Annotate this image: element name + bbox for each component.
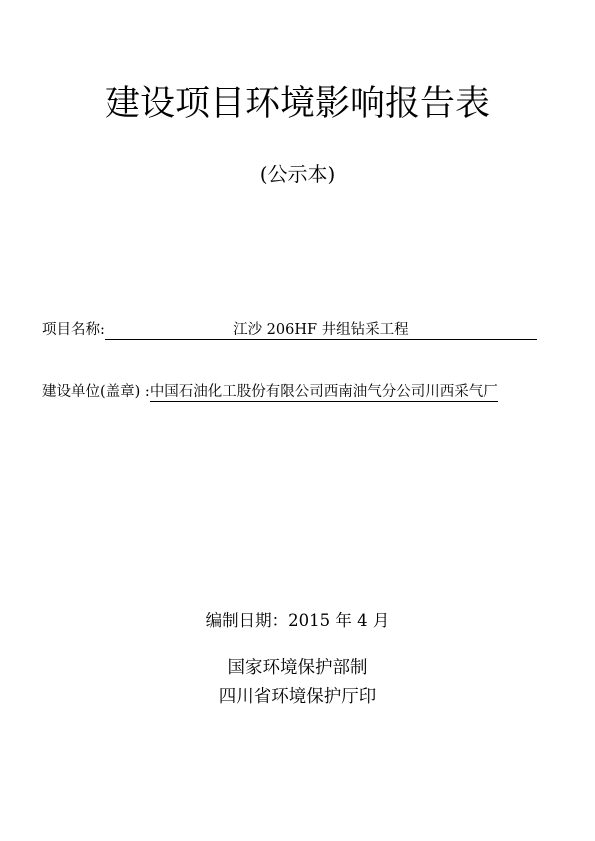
project-name-label: 项目名称: <box>42 322 105 338</box>
project-name-field <box>42 320 537 340</box>
construction-unit-field <box>42 382 498 402</box>
issuer-province: 四川省环境保护厅印 <box>218 687 377 707</box>
project-name-value: 江沙 206HF 井组钻采工程 <box>105 321 537 340</box>
construction-unit-label: 建设单位(盖章) : <box>42 384 150 400</box>
document-subtitle: (公示本) <box>259 162 336 186</box>
document-title: 建设项目环境影响报告表 <box>104 84 490 124</box>
compile-date: 编制日期：2015 年 4 月 <box>205 611 390 630</box>
construction-unit-value: 中国石油化工股份有限公司西南油气分公司川西采气厂 <box>149 384 498 400</box>
issuer-ministry: 国家环境保护部制 <box>227 658 368 678</box>
